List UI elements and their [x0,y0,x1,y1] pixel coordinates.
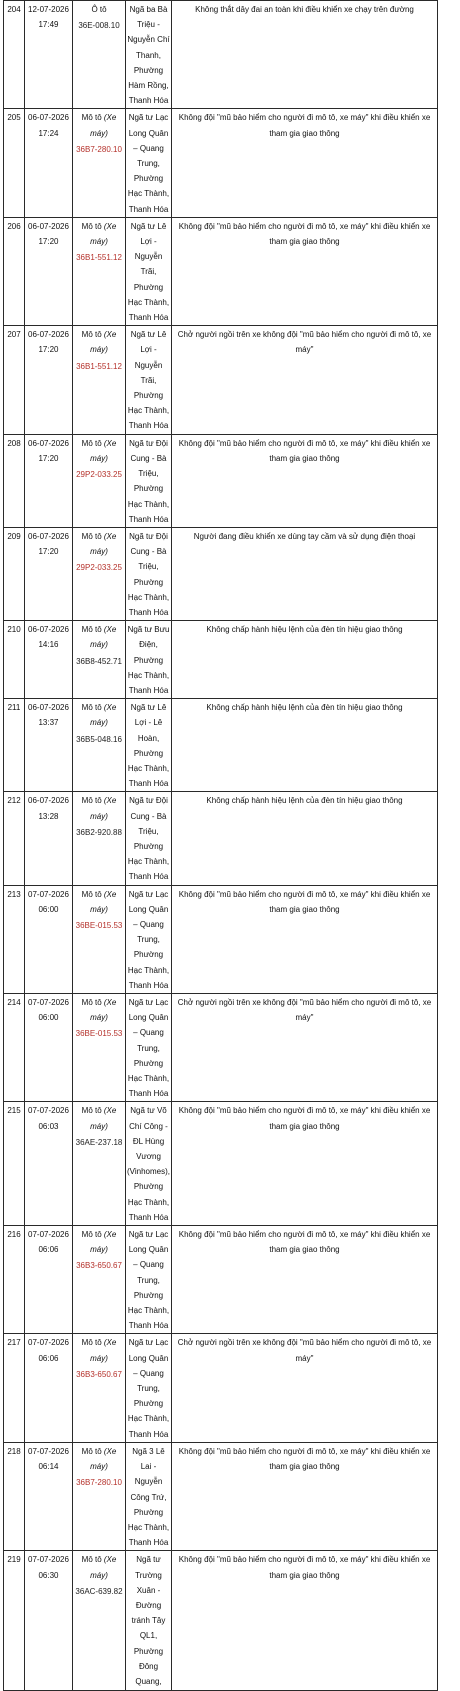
violation-time: 17:20 [38,237,59,247]
vehicle-type: Mô tô [81,1106,104,1116]
violation-date: 07-07-2026 [28,1446,69,1456]
table-row [4,699,438,792]
violation-description: Không đội "mũ bảo hiểm cho người đi mô tô, xe máy" khi điều khiển xe tham gia giao thông [172,434,438,527]
violation-description: Không đội "mũ bảo hiểm cho người đi mô tô, xe máy" khi điều khiển xe tham gia giao thông [172,1551,438,1691]
violation-location: Ngã tư Lê Lợi - Nguyễn Trãi, Phường Hạc Thành, Thanh Hóa [126,326,172,434]
license-plate: 36B1-551.12 [76,361,122,371]
violation-location: Ngã tư Lê Lợi - Nguyễn Trãi, Phường Hạc Thành, Thanh Hóa [126,217,172,325]
vehicle-info [73,1226,126,1334]
row-number: 217 [4,1334,25,1442]
license-plate: 36B3-650.67 [76,1261,122,1271]
license-plate: 29P2-033.25 [76,563,122,573]
violation-date: 06-07-2026 [28,531,69,541]
vehicle-note: (Xe máy) [90,1230,117,1255]
violation-description: Không chấp hành hiệu lệnh của đèn tín hiệu giao thông [172,792,438,885]
table-row [4,792,438,885]
violation-location: Ngã tư Lạc Long Quân – Quang Trung, Phường Hạc Thành, Thanh Hóa [126,1334,172,1442]
violation-time: 17:20 [38,453,59,463]
row-number: 207 [4,326,25,434]
violation-datetime [25,326,73,434]
license-plate: 36B1-551.12 [76,253,122,263]
violation-datetime [25,994,73,1102]
vehicle-type: Mô tô [81,703,104,713]
vehicle-type: Mô tô [81,1555,104,1565]
vehicle-info [73,326,126,434]
vehicle-type: Mô tô [81,330,104,340]
violation-time: 06:30 [38,1570,59,1580]
row-number: 214 [4,994,25,1102]
violation-time: 06:14 [38,1462,59,1472]
license-plate: 29P2-033.25 [76,470,122,480]
table-row [4,994,438,1102]
vehicle-note: (Xe máy) [90,1338,117,1363]
vehicle-note: (Xe máy) [90,330,117,355]
violation-location: Ngã tư Lạc Long Quân – Quang Trung, Phường Hạc Thành, Thanh Hóa [126,1226,172,1334]
vehicle-note: (Xe máy) [90,796,117,821]
table-row [4,1102,438,1226]
violation-description: Không chấp hành hiệu lệnh của đèn tín hiệu giao thông [172,621,438,699]
license-plate: 36B8-452.71 [76,656,122,666]
vehicle-note: (Xe máy) [90,221,117,247]
violation-time: 17:24 [38,128,59,138]
vehicle-type: Mô tô [81,113,104,123]
vehicle-note: (Xe máy) [90,1555,117,1580]
violation-date: 07-07-2026 [28,1338,69,1348]
vehicle-note: (Xe máy) [90,1446,117,1472]
violation-datetime [25,1334,73,1442]
row-number: 215 [4,1102,25,1226]
vehicle-note: (Xe máy) [90,998,117,1023]
violation-date: 06-07-2026 [28,113,69,123]
violation-location: Ngã tư Đội Cung - Bà Triệu, Phường Hạc Thành, Thanh Hóa [126,434,172,527]
vehicle-type: Mô tô [81,625,104,635]
vehicle-type: Mô tô [81,998,104,1007]
violation-datetime [25,109,73,217]
vehicle-note: (Xe máy) [90,113,117,138]
violation-date: 12-07-2026 [28,5,69,14]
vehicle-info [73,434,126,527]
violation-description: Chở người ngồi trên xe không đội "mũ bảo hiểm cho người đi mô tô, xe máy" [172,1334,438,1442]
row-number: 210 [4,621,25,699]
license-plate: 36B5-048.16 [76,734,122,744]
violation-date: 07-07-2026 [28,1230,69,1240]
row-number: 216 [4,1226,25,1334]
violation-datetime [25,1442,73,1550]
row-number: 206 [4,217,25,325]
violation-location: Ngã tư Võ Chí Công - ĐL Hùng Vương (Vinhomes), Phường Hạc Thành, Thanh Hóa [126,1102,172,1226]
vehicle-info [73,1,126,109]
violation-datetime [25,1,73,109]
violation-datetime [25,1551,73,1691]
violation-time: 06:06 [38,1353,59,1363]
violation-datetime [25,527,73,620]
violation-date: 06-07-2026 [28,438,69,448]
violation-date: 06-07-2026 [28,330,69,340]
violation-location: Ngã tư Lê Lợi - Lê Hoàn, Phường Hạc Thành, Thanh Hóa [126,699,172,792]
table-row [4,1334,438,1442]
violation-datetime [25,217,73,325]
table-row [4,885,438,993]
violation-time: 06:06 [38,1245,59,1255]
violation-description: Không đội "mũ bảo hiểm cho người đi mô tô, xe máy" khi điều khiển xe tham gia giao thông [172,1102,438,1226]
table-row [4,109,438,217]
violation-datetime [25,1102,73,1226]
violation-description: Không chấp hành hiệu lệnh của đèn tín hiệu giao thông [172,699,438,792]
violation-location: Ngã tư Bưu Điện, Phường Hạc Thành, Thanh Hóa [126,621,172,699]
violation-date: 07-07-2026 [28,1106,69,1116]
violation-location: Ngã tư Đội Cung - Bà Triệu, Phường Hạc Thành, Thanh Hóa [126,792,172,885]
license-plate: 36B3-650.67 [76,1369,122,1379]
row-number: 211 [4,699,25,792]
violation-location: Ngã tư Đội Cung - Bà Triệu, Phường Hạc Thành, Thanh Hóa [126,527,172,620]
violation-date: 06-07-2026 [28,625,69,635]
vehicle-info [73,1334,126,1442]
violation-time: 17:49 [38,20,59,30]
vehicle-info [73,527,126,620]
violation-location: Ngã tư Lạc Long Quân – Quang Trung, Phường Hạc Thành, Thanh Hóa [126,885,172,993]
violation-description: Chở người ngồi trên xe không đội "mũ bảo hiểm cho người đi mô tô, xe máy" [172,326,438,434]
table-row [4,1551,438,1691]
violation-location: Ngã tư Lạc Long Quân – Quang Trung, Phường Hạc Thành, Thanh Hóa [126,109,172,217]
vehicle-type: Mô tô [81,1338,104,1348]
violation-description: Không đội "mũ bảo hiểm cho người đi mô tô, xe máy" khi điều khiển xe tham gia giao thông [172,217,438,325]
vehicle-note: (Xe máy) [90,531,117,557]
vehicle-type: Mô tô [81,1230,104,1240]
vehicle-info [73,994,126,1102]
vehicle-type: Mô tô [81,221,104,231]
row-number: 212 [4,792,25,885]
violation-location: Ngã tư Trường Xuân - Đường tránh Tây QL1, Phường Đông Quang, [126,1551,172,1691]
vehicle-info [73,621,126,699]
row-number: 213 [4,885,25,993]
table-row [4,1442,438,1550]
vehicle-type: Mô tô [81,889,104,899]
violation-time: 13:28 [38,811,59,821]
license-plate: 36AE-237.18 [75,1137,123,1147]
violation-date: 06-07-2026 [28,703,69,713]
violations-table-body [4,1,438,1691]
violation-location: Ngã 3 Lê Lai - Nguyễn Công Trứ, Phường Hạc Thành, Thanh Hóa [126,1442,172,1550]
violation-time: 17:20 [38,547,59,557]
violation-time: 14:16 [38,640,59,650]
violation-description: Không đội "mũ bảo hiểm cho người đi mô tô, xe máy" khi điều khiển xe tham gia giao thông [172,1442,438,1550]
vehicle-note: (Xe máy) [90,889,117,914]
violation-description: Không đội "mũ bảo hiểm cho người đi mô tô, xe máy" khi điều khiển xe tham gia giao thông [172,1226,438,1334]
license-plate: 36B2-920.88 [76,827,122,837]
vehicle-type: Ô tô [91,5,107,14]
row-number: 219 [4,1551,25,1691]
license-plate: 36B7-280.10 [76,1478,122,1488]
violation-datetime [25,885,73,993]
violation-description: Chở người ngồi trên xe không đội "mũ bảo hiểm cho người đi mô tô, xe máy" [172,994,438,1102]
vehicle-note: (Xe máy) [90,703,117,728]
vehicle-type: Mô tô [81,796,104,806]
vehicle-note: (Xe máy) [90,438,117,463]
vehicle-info [73,699,126,792]
license-plate: 36E-008.10 [78,21,120,31]
license-plate: 36BE-015.53 [75,920,123,930]
table-row [4,527,438,620]
violation-datetime [25,699,73,792]
vehicle-type: Mô tô [81,438,104,448]
violation-date: 06-07-2026 [28,221,69,231]
table-row [4,434,438,527]
row-number: 218 [4,1442,25,1550]
violation-description: Không đội "mũ bảo hiểm cho người đi mô tô, xe máy" khi điều khiển xe tham gia giao thông [172,109,438,217]
license-plate: 36B7-280.10 [76,144,122,154]
vehicle-info [73,217,126,325]
vehicle-info [73,1551,126,1691]
violation-description: Không thắt dây đai an toàn khi điều khiển xe chạy trên đường [172,1,438,109]
violation-datetime [25,621,73,699]
table-row [4,217,438,325]
vehicle-note: (Xe máy) [90,1106,117,1131]
vehicle-note: (Xe máy) [90,625,117,650]
vehicle-info [73,792,126,885]
vehicle-type: Mô tô [81,531,104,541]
vehicle-type: Mô tô [81,1446,104,1456]
violation-date: 07-07-2026 [28,889,69,899]
table-row [4,326,438,434]
row-number: 204 [4,1,25,109]
violation-time: 06:00 [38,1013,59,1023]
violation-time: 06:03 [38,1121,59,1131]
violation-date: 07-07-2026 [28,998,69,1007]
violations-table [3,0,438,1691]
vehicle-info [73,1442,126,1550]
violation-location: Ngã ba Bà Triệu - Nguyễn Chí Thanh, Phường Hàm Rồng, Thanh Hóa [126,1,172,109]
row-number: 205 [4,109,25,217]
violation-time: 17:20 [38,345,59,355]
license-plate: 36BE-015.53 [75,1029,123,1039]
vehicle-info [73,109,126,217]
row-number: 209 [4,527,25,620]
violation-datetime [25,792,73,885]
violation-datetime [25,434,73,527]
violation-description: Người đang điều khiển xe dùng tay cầm và sử dụng điện thoại [172,527,438,620]
table-row [4,1226,438,1334]
violation-date: 07-07-2026 [28,1555,69,1565]
violation-time: 06:00 [38,904,59,914]
table-row [4,1,438,109]
vehicle-info [73,885,126,993]
table-row [4,621,438,699]
violation-datetime [25,1226,73,1334]
violation-description: Không đội "mũ bảo hiểm cho người đi mô tô, xe máy" khi điều khiển xe tham gia giao thông [172,885,438,993]
violation-time: 13:37 [38,718,59,728]
license-plate: 36AC-639.82 [75,1586,123,1596]
vehicle-info [73,1102,126,1226]
row-number: 208 [4,434,25,527]
violation-date: 06-07-2026 [28,796,69,806]
violation-location: Ngã tư Lạc Long Quân – Quang Trung, Phường Hạc Thành, Thanh Hóa [126,994,172,1102]
